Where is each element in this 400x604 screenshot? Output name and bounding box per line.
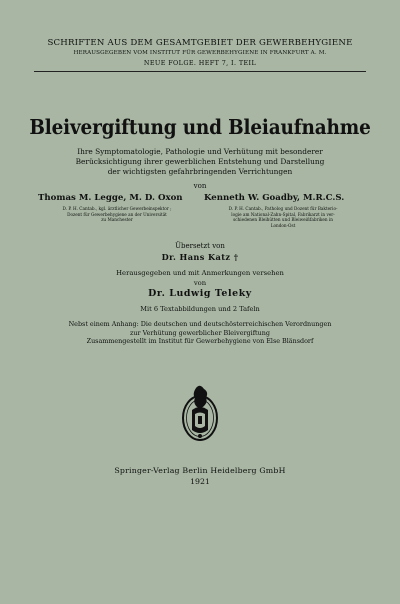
springer-knight-seal-icon <box>0 380 400 444</box>
series-title: SCHRIFTEN AUS DEM GESAMTGEBIET DER GEWERBEHYGIENE <box>47 38 353 48</box>
series-editor: HERAUSGEGEBEN VOM INSTITUT FÜR GEWERBEHYGIENE IN FRANKFURT A. M. <box>73 50 327 56</box>
series-issue: NEUE FOLGE. HEFT 7, I. TEIL <box>143 59 257 67</box>
credential-line: D. P. H. Cantab., Patholog und Dozent für Bakterio- <box>228 206 338 211</box>
translator-name: Dr. Hans Katz † <box>161 252 239 263</box>
translated-by-label: Übersetzt von <box>175 242 225 251</box>
appendix-note <box>0 320 400 345</box>
author-credentials <box>204 206 362 228</box>
book-title: Bleivergiftung und Bleiaufnahme <box>29 115 371 139</box>
subtitle-line-1: Ihre Symptomatologie, Pathologie und Verhütung mit besonderer <box>77 147 323 156</box>
credential-line: D. P. H. Cantab., kgl. ärztlicher Gewerbeinspektor ; <box>62 206 172 211</box>
illustrations-note: Mit 6 Textabbildungen und 2 Tafeln <box>140 305 260 314</box>
book-subtitle <box>0 147 400 177</box>
subtitle-line-2: Berücksichtigung ihrer gewerblichen Entstehung und Darstellung <box>75 157 325 166</box>
author-goadby <box>204 193 362 228</box>
credential-line: London-Ost <box>270 222 296 228</box>
author-credentials <box>38 206 196 223</box>
credential-line: logie am National-Zahn-Spital, Fabrikarzt in ver- <box>231 211 335 217</box>
by-label-2: von <box>193 279 207 288</box>
author-legge <box>38 193 196 228</box>
publisher-name: Springer-Verlag Berlin Heidelberg GmbH <box>114 465 286 475</box>
appendix-line-1: Nebst einem Anhang: Die deutschen und deutschösterreichischen Verordnungen <box>68 320 332 329</box>
author-name: Kenneth W. Goadby, M.R.C.S. <box>204 193 345 203</box>
editor-name: Dr. Ludwig Teleky <box>148 288 252 300</box>
publication-year: 1921 <box>190 476 210 486</box>
subtitle-line-3: der wichtigsten gefahrbringenden Verrichtungen <box>107 167 293 176</box>
edited-by-label: Herausgegeben und mit Anmerkungen versehen <box>116 269 284 278</box>
by-label: von <box>193 182 207 190</box>
credential-line: zu Manchester <box>101 217 133 223</box>
appendix-line-3: Zusammengestellt im Institut für Gewerbehygiene von Else Blänsdorf <box>86 337 314 346</box>
author-name: Thomas M. Legge, M. D. Oxon <box>38 193 183 203</box>
appendix-line-2: zur Verhütung gewerblicher Bleivergiftung <box>130 328 270 337</box>
credential-line: Dozent für Gewerbehygiene an der Universität <box>67 211 167 217</box>
series-rule <box>34 71 366 72</box>
authors-block <box>0 193 400 228</box>
credential-line: schiedenen Bleihütten und Bleiweißfabriken in <box>233 217 333 223</box>
